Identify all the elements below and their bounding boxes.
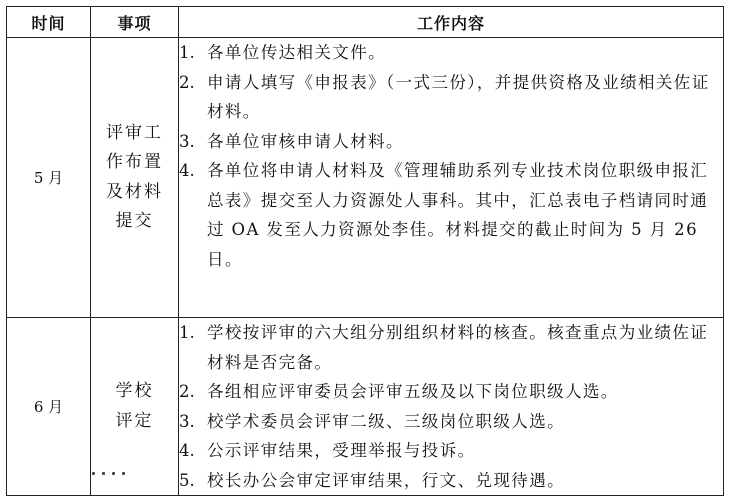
list-item xyxy=(179,436,723,466)
row-content xyxy=(179,38,724,318)
header-matter: 事项 xyxy=(91,7,179,38)
row-time: 5 月 xyxy=(7,38,91,318)
matter-line: 学校 xyxy=(115,381,154,401)
header-content: 工作内容 xyxy=(179,7,724,38)
item-number: 1. xyxy=(179,323,195,342)
matter-line: 评定 xyxy=(115,410,154,431)
item-text: 公示评审结果，受理举报与投诉。 xyxy=(207,441,476,460)
list-item xyxy=(179,377,723,407)
row-time: 6 月 xyxy=(7,318,91,496)
list-item xyxy=(179,68,723,127)
list-item xyxy=(179,127,723,157)
list-item xyxy=(179,466,723,496)
item-number: 3. xyxy=(179,131,195,151)
item-text: 校长办公会审定评审结果，行文、兑现待遇。 xyxy=(207,470,565,490)
item-number: 2. xyxy=(179,382,195,401)
item-text: 申请人填写《申报表》（一式三份），并提供资格及业绩相关佐证材料。 xyxy=(207,72,710,121)
item-number: 3. xyxy=(179,411,195,431)
item-number: 2. xyxy=(179,72,195,92)
list-item xyxy=(179,156,723,274)
row-content xyxy=(179,318,724,496)
list-item xyxy=(179,318,723,377)
matter-line: 提交 xyxy=(115,211,154,231)
matter-line: 评审工 xyxy=(106,122,163,143)
item-text: 各单位将申请人材料及《管理辅助系列专业技术岗位职级申报汇总表》提交至人力资源处人事科。其中，汇总表电子档请同时通过 OA 发至人力资源处李佳。材料提交的截止时间为 5 月 26 日。 xyxy=(207,161,709,269)
item-number: 5. xyxy=(179,470,195,490)
list-item xyxy=(179,38,723,68)
cut-off-text-fragment xyxy=(90,466,130,476)
item-text: 各单位审核申请人材料。 xyxy=(207,131,404,151)
schedule-table xyxy=(6,6,724,496)
item-text: 学校按评审的六大组分别组织材料的核查。核查重点为业绩佐证材料是否完备。 xyxy=(207,323,709,372)
matter-line: 作布置 xyxy=(106,152,163,172)
header-time: 时间 xyxy=(7,7,91,38)
matter-line: 及材料 xyxy=(106,181,163,202)
item-number: 1. xyxy=(179,43,195,62)
item-number: 4. xyxy=(179,161,195,180)
item-text: 各组相应评审委员会评审五级及以下岗位职级人选。 xyxy=(207,382,619,401)
item-number: 4. xyxy=(179,441,195,460)
list-item xyxy=(179,407,723,437)
header-row xyxy=(7,7,724,38)
item-text: 各单位传达相关文件。 xyxy=(207,43,386,62)
table-row xyxy=(7,38,724,318)
row-matter xyxy=(91,38,179,318)
item-text: 校学术委员会评审二级、三级岗位职级人选。 xyxy=(207,411,565,431)
